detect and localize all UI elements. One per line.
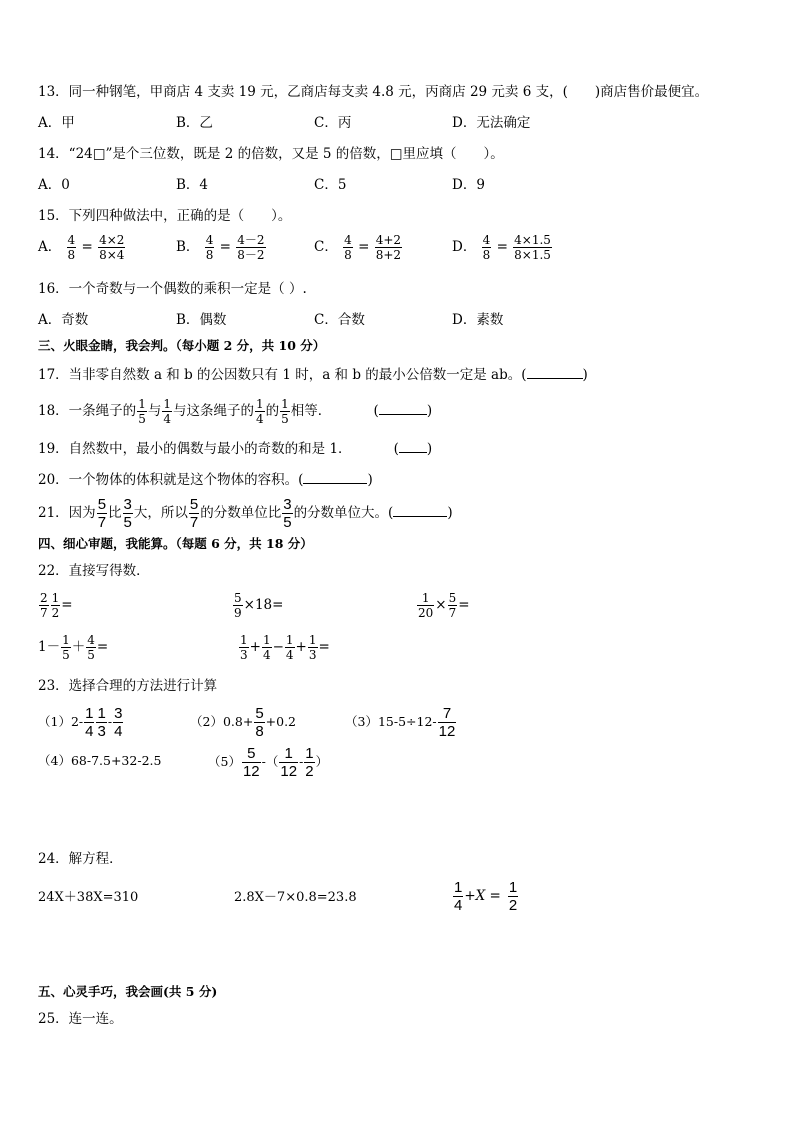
q14-option-b: B．4 — [176, 177, 209, 193]
q16-option-c: C．合数 — [314, 312, 365, 328]
q17-statement: 17．当非零自然数 a 和 b 的公因数只有 1 时，a 和 b 的最小公倍数一定是 ab。( ) — [38, 367, 588, 383]
q16-stem: 16．一个奇数与一个偶数的乘积一定是（ ）. — [38, 281, 307, 297]
q23-expr-3: （3）15-5÷12- $\frac{7}{12}$ — [345, 705, 456, 740]
q23-expr-5: （5） $\frac{5}{12}$ -（ $\frac{1}{12}$ - $\frac{1}{2}$ ） — [208, 745, 329, 780]
section-3-heading: 三、火眼金睛，我会判。（每小题 2 分，共 10 分） — [38, 338, 326, 353]
q13-option-a: A．甲 — [38, 115, 75, 131]
q14-stem: 14．“24□”是个三位数，既是 2 的倍数，又是 5 的倍数，□里应填（ ）。 — [38, 146, 504, 162]
q22-expr-5: $\frac{1}{3}$ + $\frac{1}{4}$ − $\frac{1}{4}$ + $\frac{1}{3}$ = — [240, 633, 330, 662]
q15-option-a: A． $\frac{4}{8}$ = $\frac{4\times 2}{8\times 4}$ — [38, 233, 125, 262]
q15-option-d: D． $\frac{4}{8}$ = $\frac{4\times 1.5}{8\times 1.5}$ — [452, 233, 551, 262]
q24-equation-3: $\frac{1}{4}$ +X = $\frac{1}{2}$ — [454, 879, 518, 914]
q24-equation-2: 2.8X－7×0.8=23.8 — [234, 890, 357, 905]
q22-expr-4: 1－ $\frac{1}{5}$ ＋ $\frac{4}{5}$ = — [38, 633, 109, 662]
q22-expr-3: $\frac{1}{20}$ × $\frac{5}{7}$ = — [418, 591, 470, 620]
q24-equation-1: 24X＋38X=310 — [38, 890, 139, 905]
q13-option-b: B．乙 — [176, 115, 213, 131]
q13-option-d: D．无法确定 — [452, 115, 531, 131]
q23-expr-2: （2）0.8+ $\frac{5}{8}$ +0.2 — [190, 705, 297, 740]
q21-statement: 21．因为 $\frac{5}{7}$ 比 $\frac{3}{5}$ 大，所以 $\frac{5}{7}$ 的分数单位比 $\frac{3}{5}$ 的分数单位大。( ) — [38, 496, 453, 531]
q25-title: 25．连一连。 — [38, 1011, 123, 1027]
q20-statement: 20．一个物体的体积就是这个物体的容积。( ) — [38, 472, 373, 488]
q19-answer-blank[interactable] — [399, 440, 427, 453]
q24-title: 24．解方程． — [38, 851, 123, 867]
q13-option-c: C．丙 — [314, 115, 352, 131]
q14-option-a: A．0 — [38, 177, 70, 193]
section-5-heading: 五、心灵手巧，我会画(共 5 分) — [38, 984, 218, 999]
q17-answer-blank[interactable] — [527, 366, 583, 379]
q22-title: 22．直接写得数． — [38, 563, 150, 579]
q13-stem: 13．同一种钢笔，甲商店 4 支卖 19 元，乙商店每支卖 4.8 元，丙商店 29 元卖 6 支，( )商店售价最便宜。 — [38, 84, 709, 100]
q14-option-c: C．5 — [314, 177, 347, 193]
q23-expr-1: （1）2- $\frac{1}{4}$ $\frac{1}{3}$ - $\frac{3}{4}$ — [38, 705, 123, 740]
q20-answer-blank[interactable] — [303, 471, 367, 484]
q18-statement: 18．一条绳子的 $\frac{1}{5}$ 与 $\frac{1}{4}$ 与这条绳子的 $\frac{1}{4}$ 的 $\frac{1}{5}$ 相等． ( ) — [38, 397, 433, 426]
q19-statement: 19．自然数中，最小的偶数与最小的奇数的和是 1． ( ) — [38, 441, 433, 457]
q15-stem: 15．下列四种做法中，正确的是（ ）。 — [38, 208, 292, 224]
q18-answer-blank[interactable] — [379, 402, 427, 415]
q16-option-d: D．素数 — [452, 312, 504, 328]
q15-option-c: C． $\frac{4}{8}$ = $\frac{4+2}{8+2}$ — [314, 233, 402, 262]
q14-option-d: D．9 — [452, 177, 485, 193]
section-4-heading: 四、细心审题，我能算。（每题 6 分，共 18 分） — [38, 536, 313, 551]
q16-option-a: A．奇数 — [38, 312, 89, 328]
q23-title: 23．选择合理的方法进行计算 — [38, 678, 218, 694]
q23-expr-4: （4）68-7.5+32-2.5 — [38, 753, 162, 768]
q22-expr-1: $\frac{2}{7}$ $\frac{1}{2}$ = — [40, 591, 73, 620]
q21-answer-blank[interactable] — [393, 504, 447, 517]
q22-expr-2: $\frac{5}{9}$ ×18= — [234, 591, 284, 620]
q15-option-b: B． $\frac{4}{8}$ = $\frac{4-2}{8-2}$ — [176, 233, 265, 262]
q16-option-b: B．偶数 — [176, 312, 227, 328]
